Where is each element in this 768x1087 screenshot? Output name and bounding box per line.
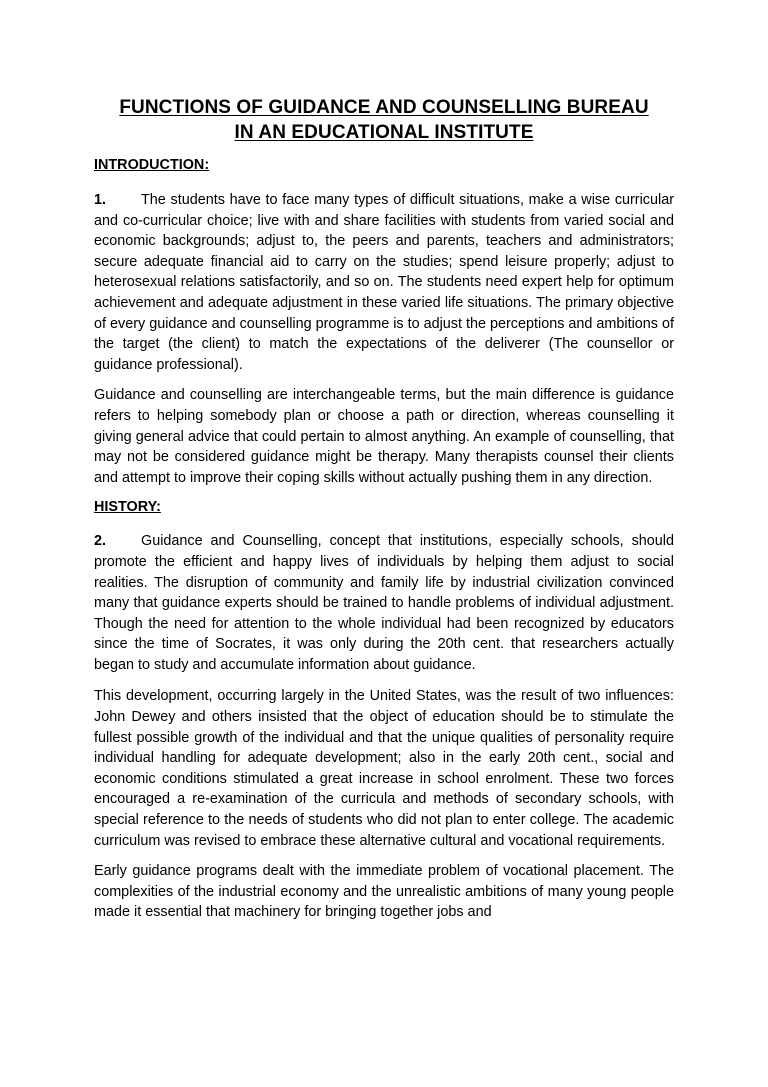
- section-heading-introduction: INTRODUCTION:: [94, 157, 210, 173]
- document-title: [94, 95, 674, 145]
- document-page: [94, 95, 674, 923]
- paragraph-number: 1.: [94, 192, 107, 208]
- paragraph-1: [94, 190, 674, 375]
- paragraph-3: [94, 531, 674, 675]
- paragraph-2: Guidance and counselling are interchangeable terms, but the main difference is guidance refers to helping somebody plan or choose a path or direction, whereas counselling it giving general advice that could pertain to almost anything. An example of counselling, that may not be considered guidance might be therapy. Many therapists counsel their clients and attempt to improve their coping skills without actually pushing them in any direction.: [94, 387, 674, 486]
- paragraph-text: Guidance and Counselling, concept that institutions, especially schools, should promote the efficient and happy lives of individuals by helping them adjust to social realities. The disruption of community and family life by industrial civilization convinced many that guidance experts should be trained to handle problems of individual adjustment. Though the need for attention to the whole individual had been recognized by educators since the time of Socrates, it was only during the 20th cent. that researchers actually began to study and accumulate information about guidance.: [94, 533, 674, 673]
- paragraph-number: 2.: [94, 533, 107, 550]
- title-line-1: FUNCTIONS OF GUIDANCE AND COUNSELLING BUREAU: [119, 97, 649, 118]
- paragraph-text: The students have to face many types of difficult situations, make a wise curricular and co-curricular choice; live with and share facilities with students from varied social and economic backgrounds; adjust to, the peers and parents, teachers and administrators; secure adequate financial aid to carry on the studies; spend leisure properly; adjust to heterosexual relations satisfactorily, and so on. The students need expert help for optimum achievement and adequate adjustment in these varied life situations. The primary objective of every guidance and counselling programme is to adjust the perceptions and ambitions of the target (the client) to match the expectations of the deliverer (The counsellor or guidance professional).: [94, 192, 674, 373]
- section-heading-history: HISTORY:: [94, 499, 161, 516]
- paragraph-5: Early guidance programs dealt with the immediate problem of vocational placement. The complexities of the industrial economy and the unrealistic ambitions of many young people made it essential that machinery for bringing together jobs and: [94, 863, 674, 921]
- title-line-2: IN AN EDUCATIONAL INSTITUTE: [234, 122, 534, 143]
- paragraph-4: This development, occurring largely in the United States, was the result of two influences: John Dewey and others insisted that the object of education should be to stimulate the fullest possible growth of the individual and that the unique qualities of personality require individual handling for adequate development; also in the early 20th cent., social and economic conditions stimulated a great increase in school enrolment. These two forces encouraged a re-examination of the curricula and methods of secondary schools, with special reference to the needs of students who did not plan to enter college. The academic curriculum was revised to embrace these alternative cultural and vocational requirements.: [94, 688, 674, 849]
